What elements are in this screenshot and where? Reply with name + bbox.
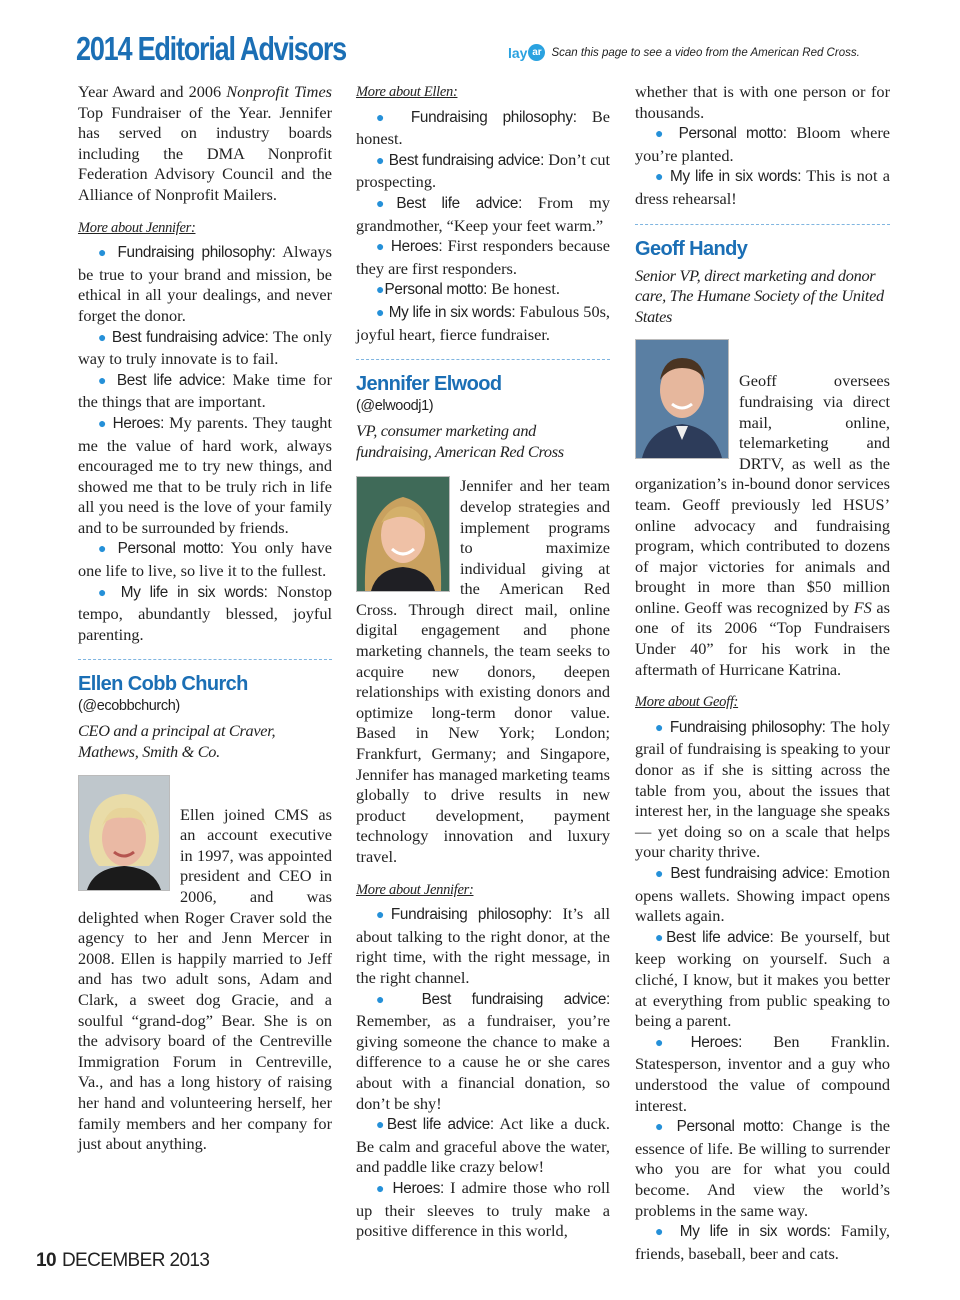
qa-text: Family, friends, baseball, beer and cats.: [635, 1221, 890, 1263]
qa-text: First responders because they are first responders.: [356, 236, 610, 278]
qa-label: Fundraising philosophy:: [390, 906, 552, 924]
continued-text: whether that is with one person or for thousands.: [635, 82, 890, 122]
advisor-name: Geoff Handy: [635, 237, 748, 260]
portrait-icon: [636, 340, 728, 458]
advisor-bio: Jennifer and her team develop strategies and implement programs to maximize individual giving at the American Red Cross. Through direct mail, online digital engagement and phone marketing channels, the team seeks to acquire new donors, deepen relationships with existing donors and optimize long-term donor value. Based in New York; London; Frankfurt, Germany; and Singapore, Jennifer has managed marketing teams globally to drive results in new product development, payment technology innovation and luxury travel.: [356, 476, 610, 866]
bullet-icon: ●: [655, 170, 665, 186]
qa-text: Emotion opens wallets. Showing impact opens wallets again.: [635, 863, 890, 926]
column-2: [356, 82, 610, 1242]
bullet-icon: ●: [655, 127, 669, 143]
bullet-icon: ●: [655, 1120, 668, 1136]
page-folio: [36, 1250, 209, 1272]
qa-text: Bloom where you’re planted.: [635, 123, 890, 165]
qa-text: The only way to truly innovate is to fail.: [78, 326, 332, 369]
qa-item: [356, 193, 610, 236]
qa-label: Heroes:: [390, 238, 443, 256]
qa-text: From my grandmother, “Keep your feet warm.”: [356, 192, 610, 235]
qa-item: [78, 327, 332, 370]
bullet-icon: ●: [655, 1225, 670, 1241]
page-number: 10: [36, 1250, 56, 1271]
qa-item: [356, 150, 610, 193]
qa-item: [635, 1116, 890, 1221]
qa-label: Heroes:: [112, 414, 165, 432]
qa-label: Heroes:: [392, 1179, 445, 1197]
qa-label: Best fundraising advice:: [111, 328, 269, 346]
qa-item: [356, 989, 610, 1115]
qa-label: Fundraising philosophy:: [669, 718, 826, 736]
layar-callout[interactable]: [508, 44, 860, 61]
bullet-icon: ●: [655, 930, 667, 946]
bullet-icon: ●: [376, 305, 385, 321]
advisor-name: Ellen Cobb Church: [78, 673, 248, 696]
more-about-heading: More about Jennifer:: [356, 881, 474, 898]
qa-item: [78, 582, 332, 646]
qa-text: Be honest.: [491, 279, 560, 299]
twitter-handle[interactable]: (@ecobbchurch): [78, 698, 180, 715]
bullet-icon: ●: [98, 373, 110, 389]
bio-text-a: Geoff oversees fundraising via direct mail, online, telemarketing and DRTV, as well as the organization’s in-bound donor services team. Geoff previously led HSUS’ online advocacy and fundraising program, which contributed to dozens of major victories for animals and brought in more than $50 million online. Geoff was recognized by: [635, 371, 890, 617]
more-about-heading: More about Jennifer:: [78, 219, 196, 236]
advisor-role: Senior VP, direct marketing and donor care, The Humane Society of the United States: [635, 265, 884, 326]
advisor-photo: [356, 476, 450, 592]
twitter-handle[interactable]: (@elwoodj1): [356, 398, 434, 415]
qa-label: My life in six words:: [388, 303, 516, 321]
qa-text: Make time for the things that are important.: [78, 369, 332, 412]
section-divider: [635, 224, 890, 225]
advisor-photo: [635, 339, 729, 459]
qa-label: Heroes:: [690, 1033, 743, 1051]
qa-label: Best fundraising advice:: [670, 865, 829, 882]
bullet-icon: ●: [376, 110, 396, 126]
qa-label: Best fundraising advice:: [421, 990, 610, 1008]
qa-item: [356, 1114, 610, 1178]
qa-label: Best life advice:: [396, 194, 523, 212]
advisor-photo: [78, 775, 170, 891]
qa-text: Don’t cut prospecting.: [356, 149, 610, 192]
qa-text: This is not a dress rehearsal!: [635, 166, 890, 208]
qa-text: Be yourself, but keep working on yourself. Such a cliché, I know, but it makes you better at everything from public speaking to being a parent.: [635, 926, 890, 1031]
qa-text: Act like a duck. Be calm and graceful above the water, and paddle like crazy below!: [356, 1114, 611, 1177]
layar-brand: lay: [508, 44, 528, 61]
jennifer-intro: [78, 82, 332, 206]
bullet-icon: ●: [655, 867, 665, 882]
qa-label: Fundraising philosophy:: [410, 108, 577, 126]
qa-label: Personal motto:: [117, 540, 224, 558]
more-about-heading: More about Ellen:: [356, 84, 458, 100]
bullet-icon: ●: [98, 330, 108, 346]
qa-item: [635, 863, 890, 927]
qa-item: [356, 1178, 610, 1242]
qa-text: Change is the essence of life. Be willing to surrender who you are for what you could become. And view the world’s problems in the same way.: [635, 1116, 890, 1220]
qa-item: [78, 538, 332, 581]
qa-item: [78, 242, 332, 326]
qa-text: Nonstop tempo, abundantly blessed, joyful parenting.: [78, 581, 332, 644]
qa-item: [356, 279, 610, 302]
qa-item: [635, 1032, 890, 1116]
advisor-bio: Ellen joined CMS as an account executive in 1997, was appointed president and CEO in 2006, and was delighted when Roger Craver sold the agency to her and Jenn Mercer in 2008. Ellen is happily married to Jeff and has two adult sons, Adam and Clark, a sweet dog Gracie, and a soulful “grand-dog” Bear. She is on the advisory board of the Centreville Immigration Forum in Centreville, Va., and has a long history of raising her hand and volunteering herself, her family members and her company for just about anything.: [78, 804, 332, 1154]
bullet-icon: ●: [98, 585, 112, 601]
qa-label: Fundraising philosophy:: [117, 244, 276, 262]
qa-label: Best fundraising advice:: [388, 151, 545, 169]
qa-text: My parents. They taught me the value of hard work, always encouraged me to try new things, and showed me that to be truly rich in life all you need is the love of your family and to be surrounded by friends.: [78, 412, 332, 537]
qa-text: It’s all about talking to the right donor, at the right time, with the right message, in the right channel.: [356, 904, 610, 987]
qa-list: [635, 123, 890, 209]
publication-name: FS: [853, 597, 872, 617]
bullet-icon: ●: [98, 416, 108, 432]
portrait-icon: [357, 477, 449, 591]
qa-item: [356, 236, 610, 279]
advisor-name: Jennifer Elwood: [356, 373, 502, 396]
column-3: [635, 82, 890, 1264]
qa-list: [635, 717, 890, 1264]
column-1: [78, 82, 332, 1155]
qa-item: [635, 1221, 890, 1264]
intro-text-a: Year Award and 2006: [78, 82, 227, 101]
issue-date: DECEMBER 2013: [61, 1250, 210, 1271]
qa-text: The holy grail of fundraising is speaking to your donor as if she is sitting across the table from you, about the issues that interest her, in the language she speaks — yet doing so on a scale that helps your charity thrive.: [635, 716, 891, 862]
portrait-icon: [79, 776, 169, 890]
qa-item: [356, 107, 610, 150]
qa-label: Personal motto:: [676, 1118, 784, 1136]
qa-text: Be honest.: [356, 106, 610, 149]
bullet-icon: ●: [376, 908, 391, 924]
qa-list: [356, 904, 610, 1242]
bullet-icon: ●: [655, 720, 665, 736]
qa-item: [78, 413, 332, 539]
qa-text: Ben Franklin. Statesperson, inventor and a guy who understood the value of compound interest.: [635, 1031, 890, 1115]
qa-list: [356, 107, 610, 346]
qa-item: [635, 927, 890, 1032]
qa-item: [635, 123, 890, 166]
layar-note: Scan this page to see a video from the American Red Cross.: [551, 46, 860, 59]
qa-label: Personal motto:: [678, 125, 787, 143]
more-about-heading: More about Geoff:: [635, 694, 739, 711]
qa-item: [78, 370, 332, 413]
qa-text: I admire those who roll up their sleeves to truly make a positive difference in this world,: [356, 1177, 611, 1241]
bullet-icon: ●: [655, 1035, 691, 1051]
qa-label: Best life advice:: [386, 1116, 494, 1134]
layar-logo[interactable]: [508, 44, 545, 61]
qa-label: My life in six words:: [670, 168, 802, 186]
bullet-icon: ●: [376, 283, 385, 299]
bullet-icon: ●: [98, 246, 110, 262]
qa-label: My life in six words:: [679, 1223, 831, 1241]
section-divider: [78, 659, 332, 660]
qa-item: [356, 302, 610, 345]
qa-text: Fabulous 50s, joyful heart, fierce fundraiser.: [356, 301, 610, 344]
qa-item: [356, 904, 610, 988]
qa-label: Best life advice:: [116, 371, 226, 389]
qa-list: [78, 242, 332, 645]
advisor-role: VP, consumer marketing and fundraising, American Red Cross: [356, 421, 564, 461]
bullet-icon: ●: [376, 196, 397, 212]
qa-text: Always be true to your brand and mission, be ethical in all your dealings, and never forget the donor.: [78, 242, 332, 325]
advisor-role: CEO and a principal at Craver, Mathews, Smith & Co.: [78, 721, 276, 762]
bullet-icon: ●: [376, 992, 402, 1008]
bullet-icon: ●: [376, 240, 386, 256]
qa-label: Best life advice:: [666, 928, 774, 946]
section-divider: [356, 359, 610, 360]
qa-text: Remember, as a fundraiser, you’re giving someone the chance to make a difference to a cause he or she cares about with a financial donation, so don’t be shy!: [356, 1011, 610, 1113]
qa-label: Personal motto:: [384, 281, 488, 299]
bullet-icon: ●: [376, 1181, 387, 1197]
bullet-icon: ●: [376, 1118, 387, 1134]
qa-item: [635, 717, 890, 863]
bullet-icon: ●: [376, 153, 385, 169]
intro-text-b: Top Fundraiser of the Year. Jennifer has served on industry boards including the DMA Nonprofit Federation Advisory Council and the Alliance of Nonprofit Mailers.: [78, 102, 332, 204]
qa-text: You only have one life to live, so live it to the fullest.: [78, 538, 332, 581]
qa-item: [635, 166, 890, 209]
qa-label: My life in six words:: [120, 583, 268, 601]
bio-text-b: as one of its 2006 “Top Fundraisers Under 40” for his work in the aftermath of Hurricane Katrina.: [635, 597, 890, 679]
publication-name: Nonprofit Times: [226, 82, 333, 101]
page-title: 2014 Editorial Advisors: [76, 30, 346, 67]
bullet-icon: ●: [98, 542, 110, 558]
layar-ar-badge: ar: [528, 44, 545, 61]
